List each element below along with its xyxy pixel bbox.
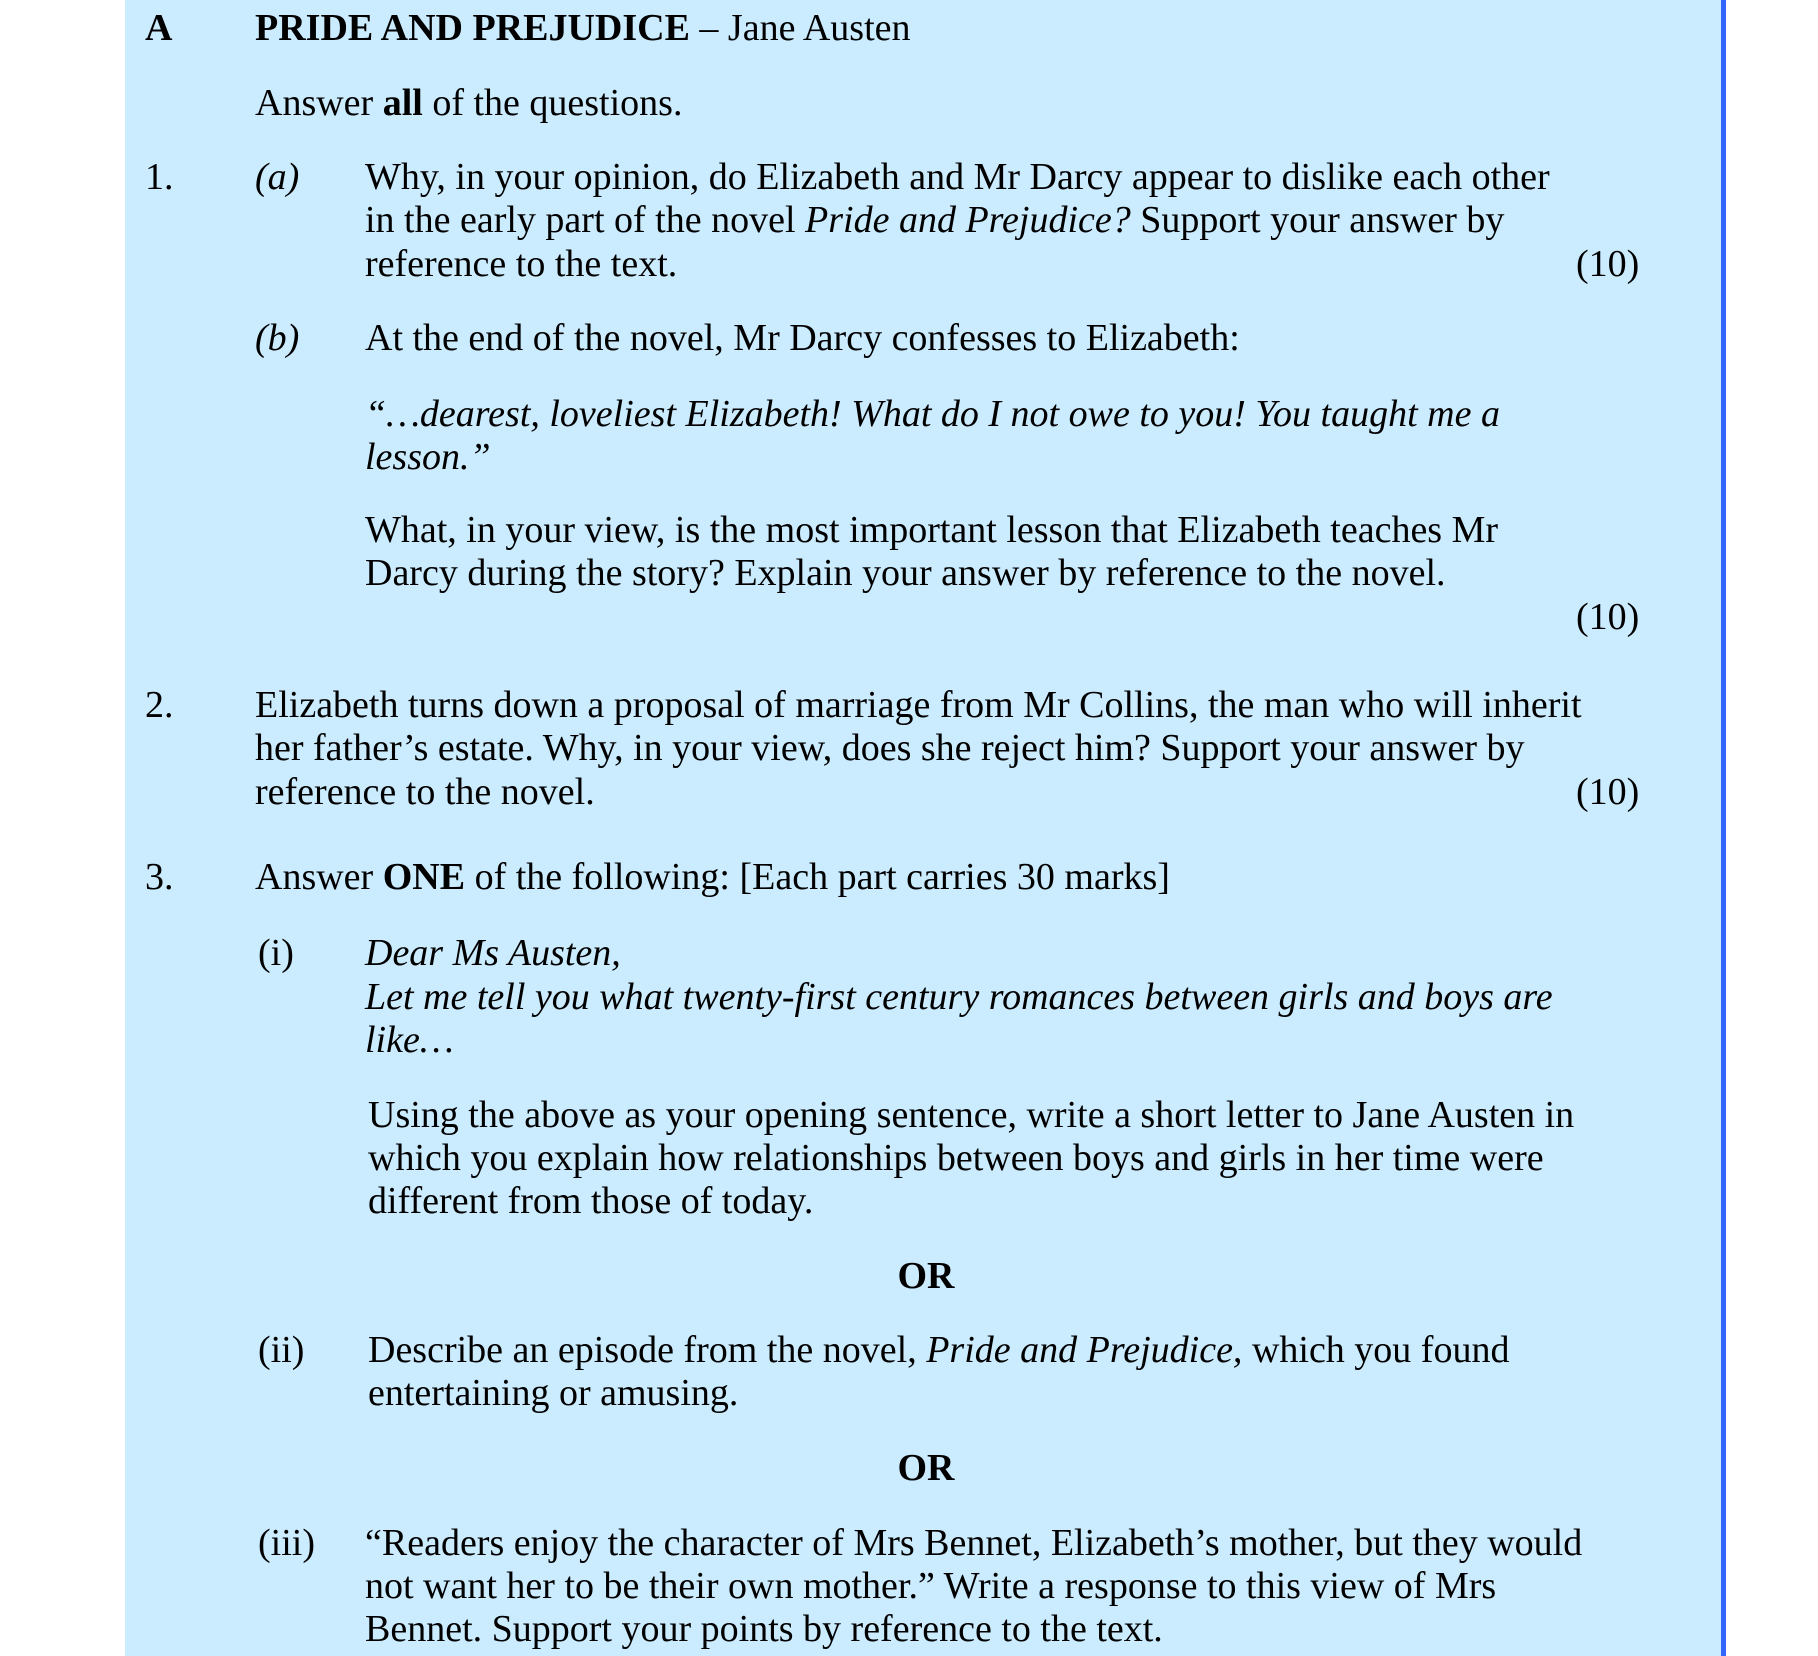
question-1a-line-2: in the early part of the novel Pride and Prejudice? Support your answer by xyxy=(365,199,1505,241)
option-i-task-line-2: which you explain how relationships between boys and girls in her time were xyxy=(368,1137,1544,1179)
instruction: Answer all of the questions. xyxy=(255,82,683,124)
option-i-letter-line-3: like… xyxy=(365,1019,454,1061)
panel-right-border xyxy=(1721,0,1726,1656)
section-author: – Jane Austen xyxy=(689,7,911,49)
option-i-task-line-1: Using the above as your opening sentence, write a short letter to Jane Austen in xyxy=(368,1094,1575,1136)
option-iii-line-1: “Readers enjoy the character of Mrs Bennet, Elizabeth’s mother, but they would xyxy=(365,1522,1583,1564)
question-3-emphasis: ONE xyxy=(382,856,466,898)
or-separator-1: OR xyxy=(897,1255,955,1297)
question-3-number: 3. xyxy=(145,856,174,898)
novel-title: Pride and Prejudice? xyxy=(805,199,1131,241)
question-1b-label: (b) xyxy=(255,317,300,359)
option-ii-line-1: Describe an episode from the novel, Pride and Prejudice, which you found xyxy=(368,1329,1510,1371)
option-i-label: (i) xyxy=(258,932,294,974)
question-1-number: 1. xyxy=(145,156,174,198)
question-1a-line-3: reference to the text. xyxy=(365,243,678,285)
question-2-line-1: Elizabeth turns down a proposal of marriage from Mr Collins, the man who will inherit xyxy=(255,684,1582,726)
question-1b-quote-line-1: “…dearest, loveliest Elizabeth! What do I not owe to you! You taught me a xyxy=(365,393,1500,435)
question-1b-line-1: What, in your view, is the most important lesson that Elizabeth teaches Mr xyxy=(365,509,1499,551)
option-i-task-line-3: different from those of today. xyxy=(368,1180,814,1222)
question-1b-intro: At the end of the novel, Mr Darcy confesses to Elizabeth: xyxy=(365,317,1240,359)
option-i-letter-line-2: Let me tell you what twenty-first century romances between girls and boys are xyxy=(365,976,1553,1018)
section-letter: A xyxy=(145,7,173,49)
question-1b-marks: (10) xyxy=(1576,596,1640,638)
question-2-line-2: her father’s estate. Why, in your view, does she reject him? Support your answer by xyxy=(255,727,1525,769)
section-title-bold: PRIDE AND PREJUDICE xyxy=(255,7,690,49)
question-1b-line-2: Darcy during the story? Explain your answer by reference to the novel. xyxy=(365,552,1446,594)
question-1b-quote-line-2: lesson.” xyxy=(365,436,491,478)
option-iii-line-2: not want her to be their own mother.” Write a response to this view of Mrs xyxy=(365,1565,1497,1607)
question-1a-marks: (10) xyxy=(1576,243,1640,285)
question-2-line-3: reference to the novel. xyxy=(255,771,595,813)
option-ii-label: (ii) xyxy=(258,1329,305,1371)
option-ii-line-2: entertaining or amusing. xyxy=(368,1372,739,1414)
or-separator-2: OR xyxy=(897,1447,955,1489)
question-2-number: 2. xyxy=(145,684,174,726)
section-title xyxy=(255,6,911,50)
question-1a-label: (a) xyxy=(255,156,300,198)
novel-title: Pride and Prejudice, xyxy=(926,1329,1243,1371)
option-iii-label: (iii) xyxy=(258,1522,315,1564)
option-iii-line-3: Bennet. Support your points by reference to the text. xyxy=(365,1608,1163,1650)
option-i-letter-line-1: Dear Ms Austen, xyxy=(365,932,621,974)
question-1a-line-1: Why, in your opinion, do Elizabeth and Mr Darcy appear to dislike each other xyxy=(365,156,1550,198)
question-2-marks: (10) xyxy=(1576,771,1640,813)
question-3-intro: Answer ONE of the following: [Each part carries 30 marks] xyxy=(255,856,1170,898)
instruction-emphasis: all xyxy=(382,82,423,124)
